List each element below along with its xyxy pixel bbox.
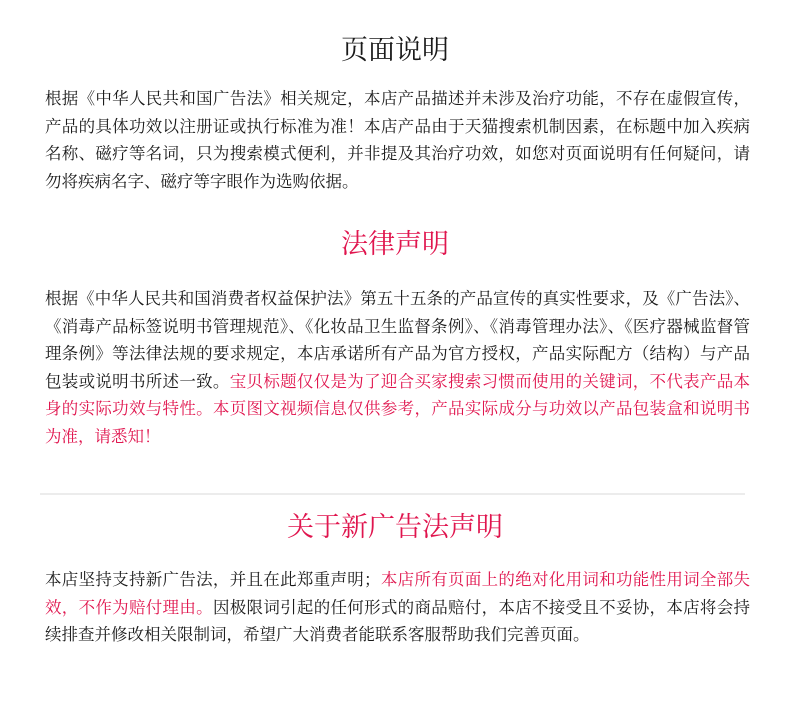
ad-law-statement-body: [45, 566, 750, 649]
legal-statement-text: 根据《中华人民共和国消费者权益保护法》第五十五条的产品宣传的真实性要求，及《广告法》、《消毒产品标签说明书管理规范》、《化妆品卫生监督条例》、《消毒管理办法》、《医疗器械监督管理条例》等法律法规的要求规定，本店承诺所有产品为官方授权，产品实际配方（结构）与产品包装或说明书所述一致。: [45, 289, 750, 391]
section-divider: [40, 493, 745, 495]
page-notice-title: 页面说明: [341, 35, 449, 66]
ad-law-statement-text-before: 本店坚持支持新广告法，并且在此郑重声明；: [45, 570, 381, 589]
legal-statement-highlight: 宝贝标题仅仅是为了迎合买家搜索习惯而使用的关键词，不代表产品本身的实际功效与特性。本页图文视频信息仅供参考，产品实际成分与功效以产品包装盒和说明书为准，请悉知！: [45, 371, 751, 446]
page-notice-body: 根据《中华人民共和国广告法》相关规定，本店产品描述并未涉及治疗功能，不存在虚假宣传，产品的具体功效以注册证或执行标准为准！本店产品由于天猫搜索机制因素，在标题中加入疾病名称、磁疗等名词，只为搜索模式便利，并非提及其治疗功效，如您对页面说明有任何疑问，请勿将疾病名字、磁疗等字眼作为选购依据。: [45, 89, 750, 191]
ad-law-statement-title: 关于新广告法声明: [287, 512, 503, 543]
ad-law-statement-text-after: 因极限词引起的任何形式的商品赔付，本店不接受且不妥协，本店将会持续排查并修改相关限制词，希望广大消费者能联系客服帮助我们完善页面。: [45, 597, 751, 644]
legal-statement-body: [45, 285, 750, 450]
legal-statement-title: 法律声明: [341, 229, 449, 260]
ad-law-statement-highlight: 本店所有页面上的绝对化用词和功能性用词全部失效，不作为赔付理由。: [45, 570, 751, 617]
